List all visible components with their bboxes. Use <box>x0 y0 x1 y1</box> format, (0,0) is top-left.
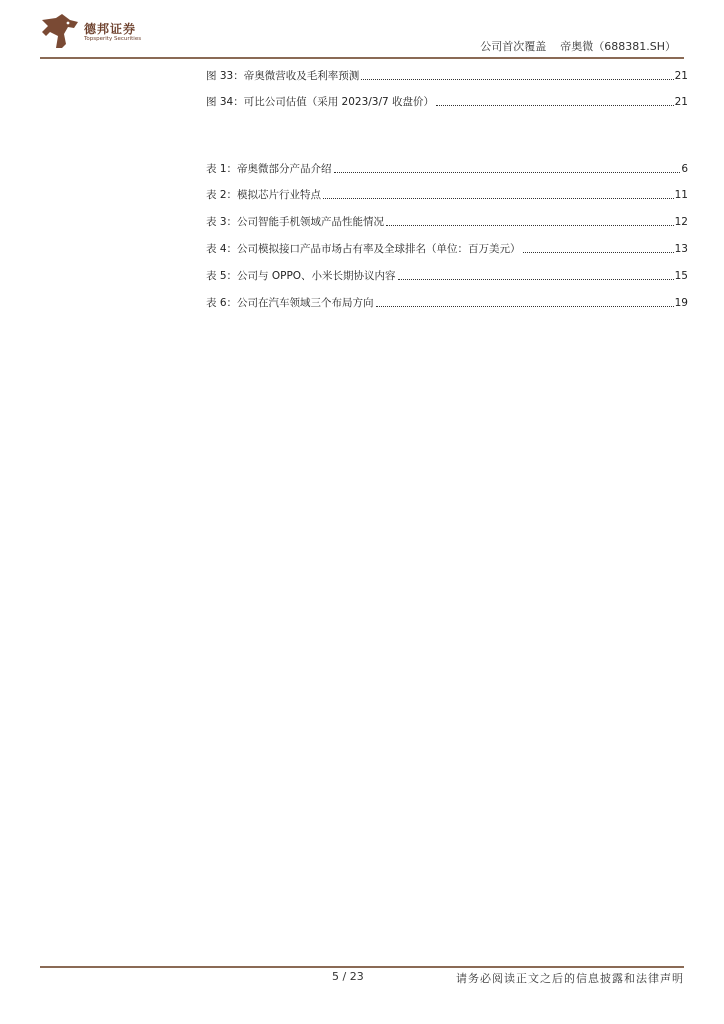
toc-entry-page: 6 <box>681 163 688 175</box>
page-header <box>40 12 684 57</box>
company-logo <box>40 14 160 54</box>
page-number: 5 / 23 <box>332 970 364 983</box>
toc-entry-label: 表 4：公司模拟接口产品市场占有率及全球排名（单位：百万美元） <box>206 243 521 255</box>
footer-divider <box>40 966 684 968</box>
horse-logo-icon <box>40 14 80 50</box>
toc-entry-label: 图 34：可比公司估值（采用 2023/3/7 收盘价） <box>206 96 435 108</box>
toc-entry-label: 图 33：帝奥微营收及毛利率预测 <box>206 70 360 82</box>
toc-entry-figure[interactable] <box>206 93 688 109</box>
toc-entry-page: 21 <box>674 96 688 108</box>
toc-entry-label: 表 6：公司在汽车领域三个布局方向 <box>206 297 374 309</box>
logo-english-name: Topsperity Securities <box>84 36 142 42</box>
toc-entry-label: 表 5：公司与 OPPO、小米长期协议内容 <box>206 270 396 282</box>
toc-entry-page: 21 <box>674 70 688 82</box>
toc-entry-page: 15 <box>674 270 688 282</box>
toc-entry-table[interactable] <box>206 160 688 176</box>
toc-leader-dots <box>398 279 674 280</box>
toc-leader-dots <box>436 105 674 106</box>
toc-entry-table[interactable] <box>206 213 688 229</box>
toc-entry-label: 表 2：模拟芯片行业特点 <box>206 189 322 201</box>
toc-leader-dots <box>361 79 673 80</box>
toc-entry-page: 13 <box>674 243 688 255</box>
company-ticker: 帝奥微（688381.SH） <box>560 40 676 53</box>
toc-leader-dots <box>523 252 674 253</box>
toc-entry-page: 11 <box>674 189 688 201</box>
toc-entry-table[interactable] <box>206 294 688 310</box>
toc-entry-label: 表 1：帝奥微部分产品介绍 <box>206 163 332 175</box>
header-divider <box>40 57 684 59</box>
toc-entry-page: 19 <box>674 297 688 309</box>
logo-chinese-name: 德邦证券 <box>84 22 137 36</box>
toc-leader-dots <box>334 172 681 173</box>
toc-entry-table[interactable] <box>206 267 688 283</box>
toc-entry-label: 表 3：公司智能手机领域产品性能情况 <box>206 216 385 228</box>
disclaimer-note: 请务必阅读正文之后的信息披露和法律声明 <box>456 972 684 985</box>
report-type: 公司首次覆盖 <box>480 40 547 53</box>
toc-entry-page: 12 <box>674 216 688 228</box>
report-info <box>480 38 676 54</box>
toc-entry-table[interactable] <box>206 240 688 256</box>
toc-entry-figure[interactable] <box>206 67 688 83</box>
toc-leader-dots <box>376 306 674 307</box>
toc-leader-dots <box>386 225 674 226</box>
toc-leader-dots <box>323 198 674 199</box>
toc-entry-table[interactable] <box>206 186 688 202</box>
